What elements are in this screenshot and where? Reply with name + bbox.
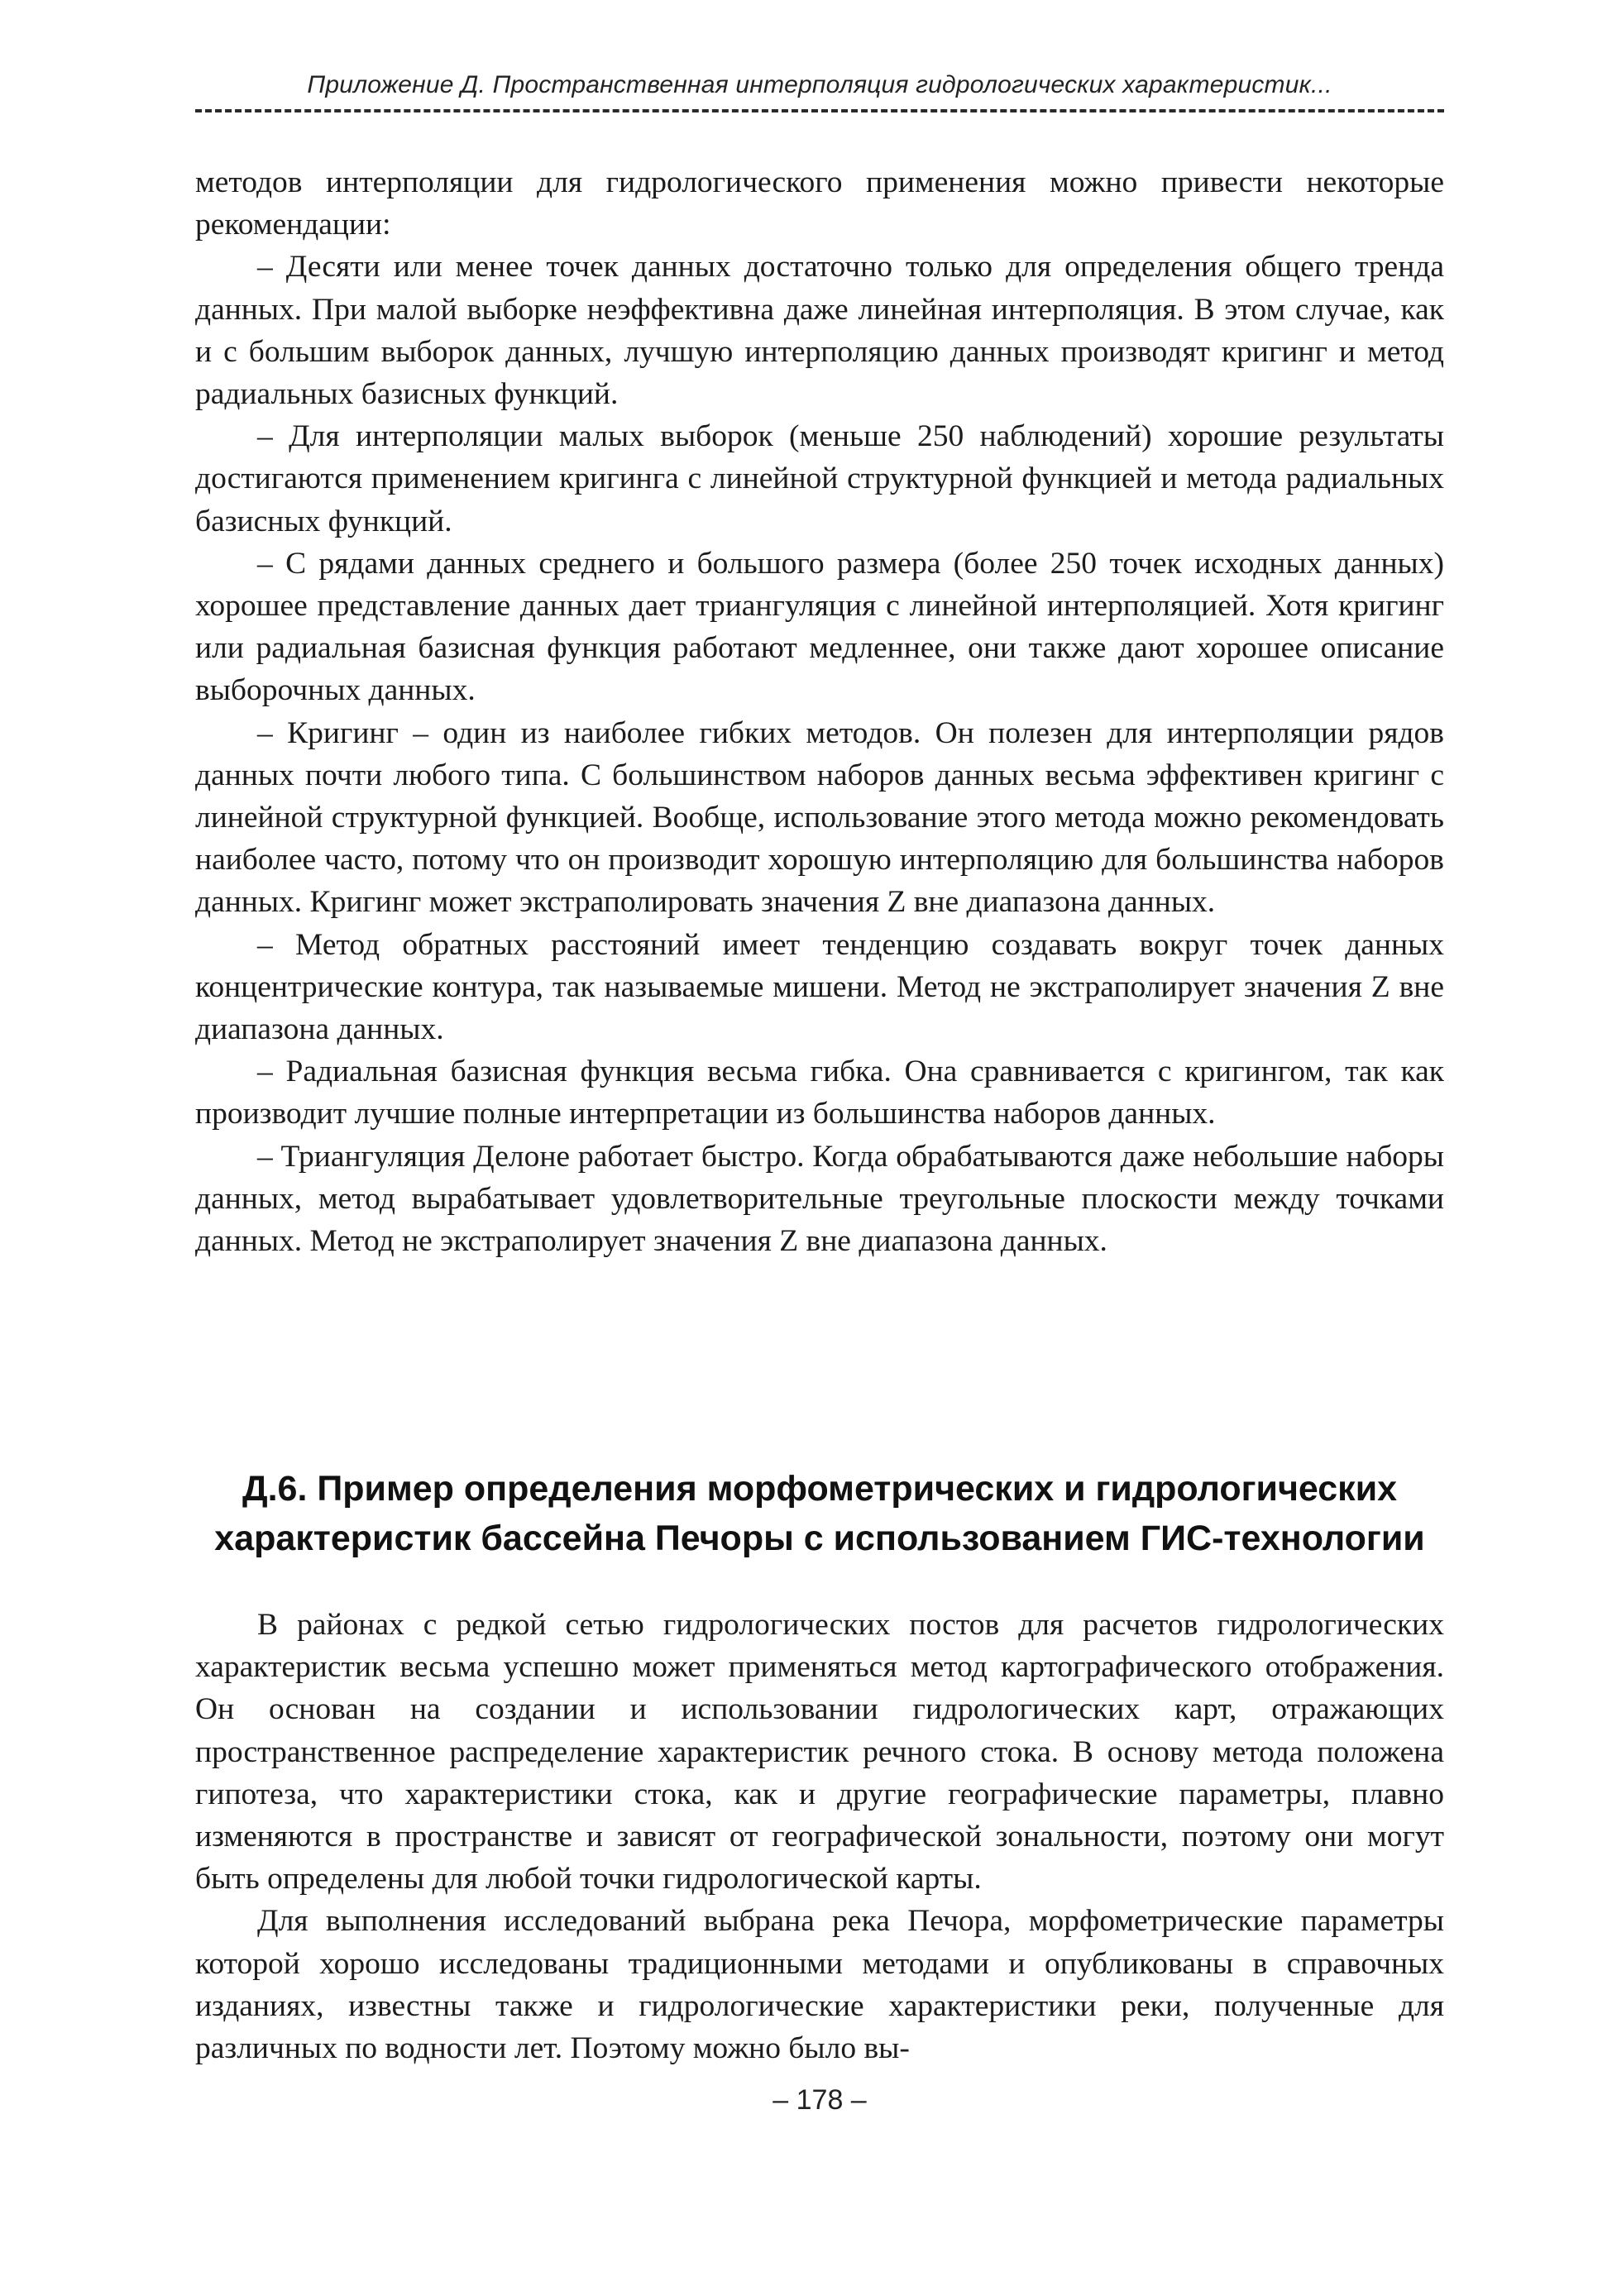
paragraph: – Кригинг – один из наиболее гибких методов. Он полезен для интерполяции рядов данных почти любого типа. С большинством наборов данных весьма эффективен кригинг с линейной структурной функцией. Вообще, использование этого метода можно рекомендовать наиболее часто, потому что он производит хорошую интерполяцию для большинства наборов данных. Кригинг может экстраполировать значения Z вне диапазона данных. (195, 715, 1444, 920)
header-rule (195, 109, 1444, 112)
paragraph: В районах с редкой сетью гидрологических постов для расчетов гидрологических характеристик весьма успешно может применяться метод картографического отображения. Он основан на создании и использовании гидрологических карт, отражающих пространственное распределение характеристик речного стока. В основу метода положена гипотеза, что характеристики стока, как и другие географические параметры, плавно изменяются в пространстве и зависят от географической зональности, поэтому они могут быть определены для любой точки гидрологической карты. (195, 1608, 1444, 1897)
paragraph: – С рядами данных среднего и большого размера (более 250 точек исходных данных) хорошее представление данных дает триангуляция с линейной интерполяцией. Хотя кригинг или радиальная базисная функция работают медленнее, они также дают хорошее описание выборочных данных. (195, 546, 1444, 708)
paragraph: – Для интерполяции малых выборок (меньше 250 наблюдений) хорошие результаты достигаются применением кригинга с линейной структурной функцией и метода радиальных базисных функций. (195, 419, 1444, 538)
section-text (195, 1604, 1444, 2069)
paragraph: Для выполнения исследований выбрана река Печора, морфометрические параметры которой хорошо исследованы традиционными методами и опубликованы в справочных изданиях, известны также и гидрологические характеристики реки, полученные для различных по водности лет. Поэтому можно было вы- (195, 1904, 1444, 2066)
section-heading (195, 1464, 1444, 1563)
running-head: Приложение Д. Пространственная интерполяция гидрологических характеристик... (307, 71, 1332, 98)
paragraph: – Десяти или менее точек данных достаточно только для определения общего тренда данных. При малой выборке неэффективна даже линейная интерполяция. В этом случае, как и с большим выборок данных, лучшую интерполяцию данных производят кригинг и метод радиальных базисных функций. (195, 250, 1444, 412)
paragraph: методов интерполяции для гидрологического применения можно привести некоторые рекомендации: (195, 165, 1444, 242)
page-number: – 178 – (773, 2084, 867, 2116)
section-heading-line-1: Д.6. Пример определения морфометрических и гидрологических (242, 1469, 1398, 1509)
paragraph: – Радиальная базисная функция весьма гибка. Она сравнивается с кригингом, так как производит лучшие полные интерпретации из большинства наборов данных. (195, 1055, 1444, 1131)
paragraph: – Метод обратных расстояний имеет тенденцию создавать вокруг точек данных концентрические контура, так называемые мишени. Метод не экстраполирует значения Z вне диапазона данных. (195, 927, 1444, 1047)
recommendations-text (195, 161, 1444, 1262)
section-heading-line-2: характеристик бассейна Печоры с использованием ГИС-технологии (214, 1519, 1425, 1558)
paragraph: – Триангуляция Делоне работает быстро. Когда обрабатываются даже небольшие наборы данных, метод вырабатывает удовлетворительные треугольные плоскости между точками данных. Метод не экстраполирует значения Z вне диапазона данных. (195, 1139, 1444, 1259)
